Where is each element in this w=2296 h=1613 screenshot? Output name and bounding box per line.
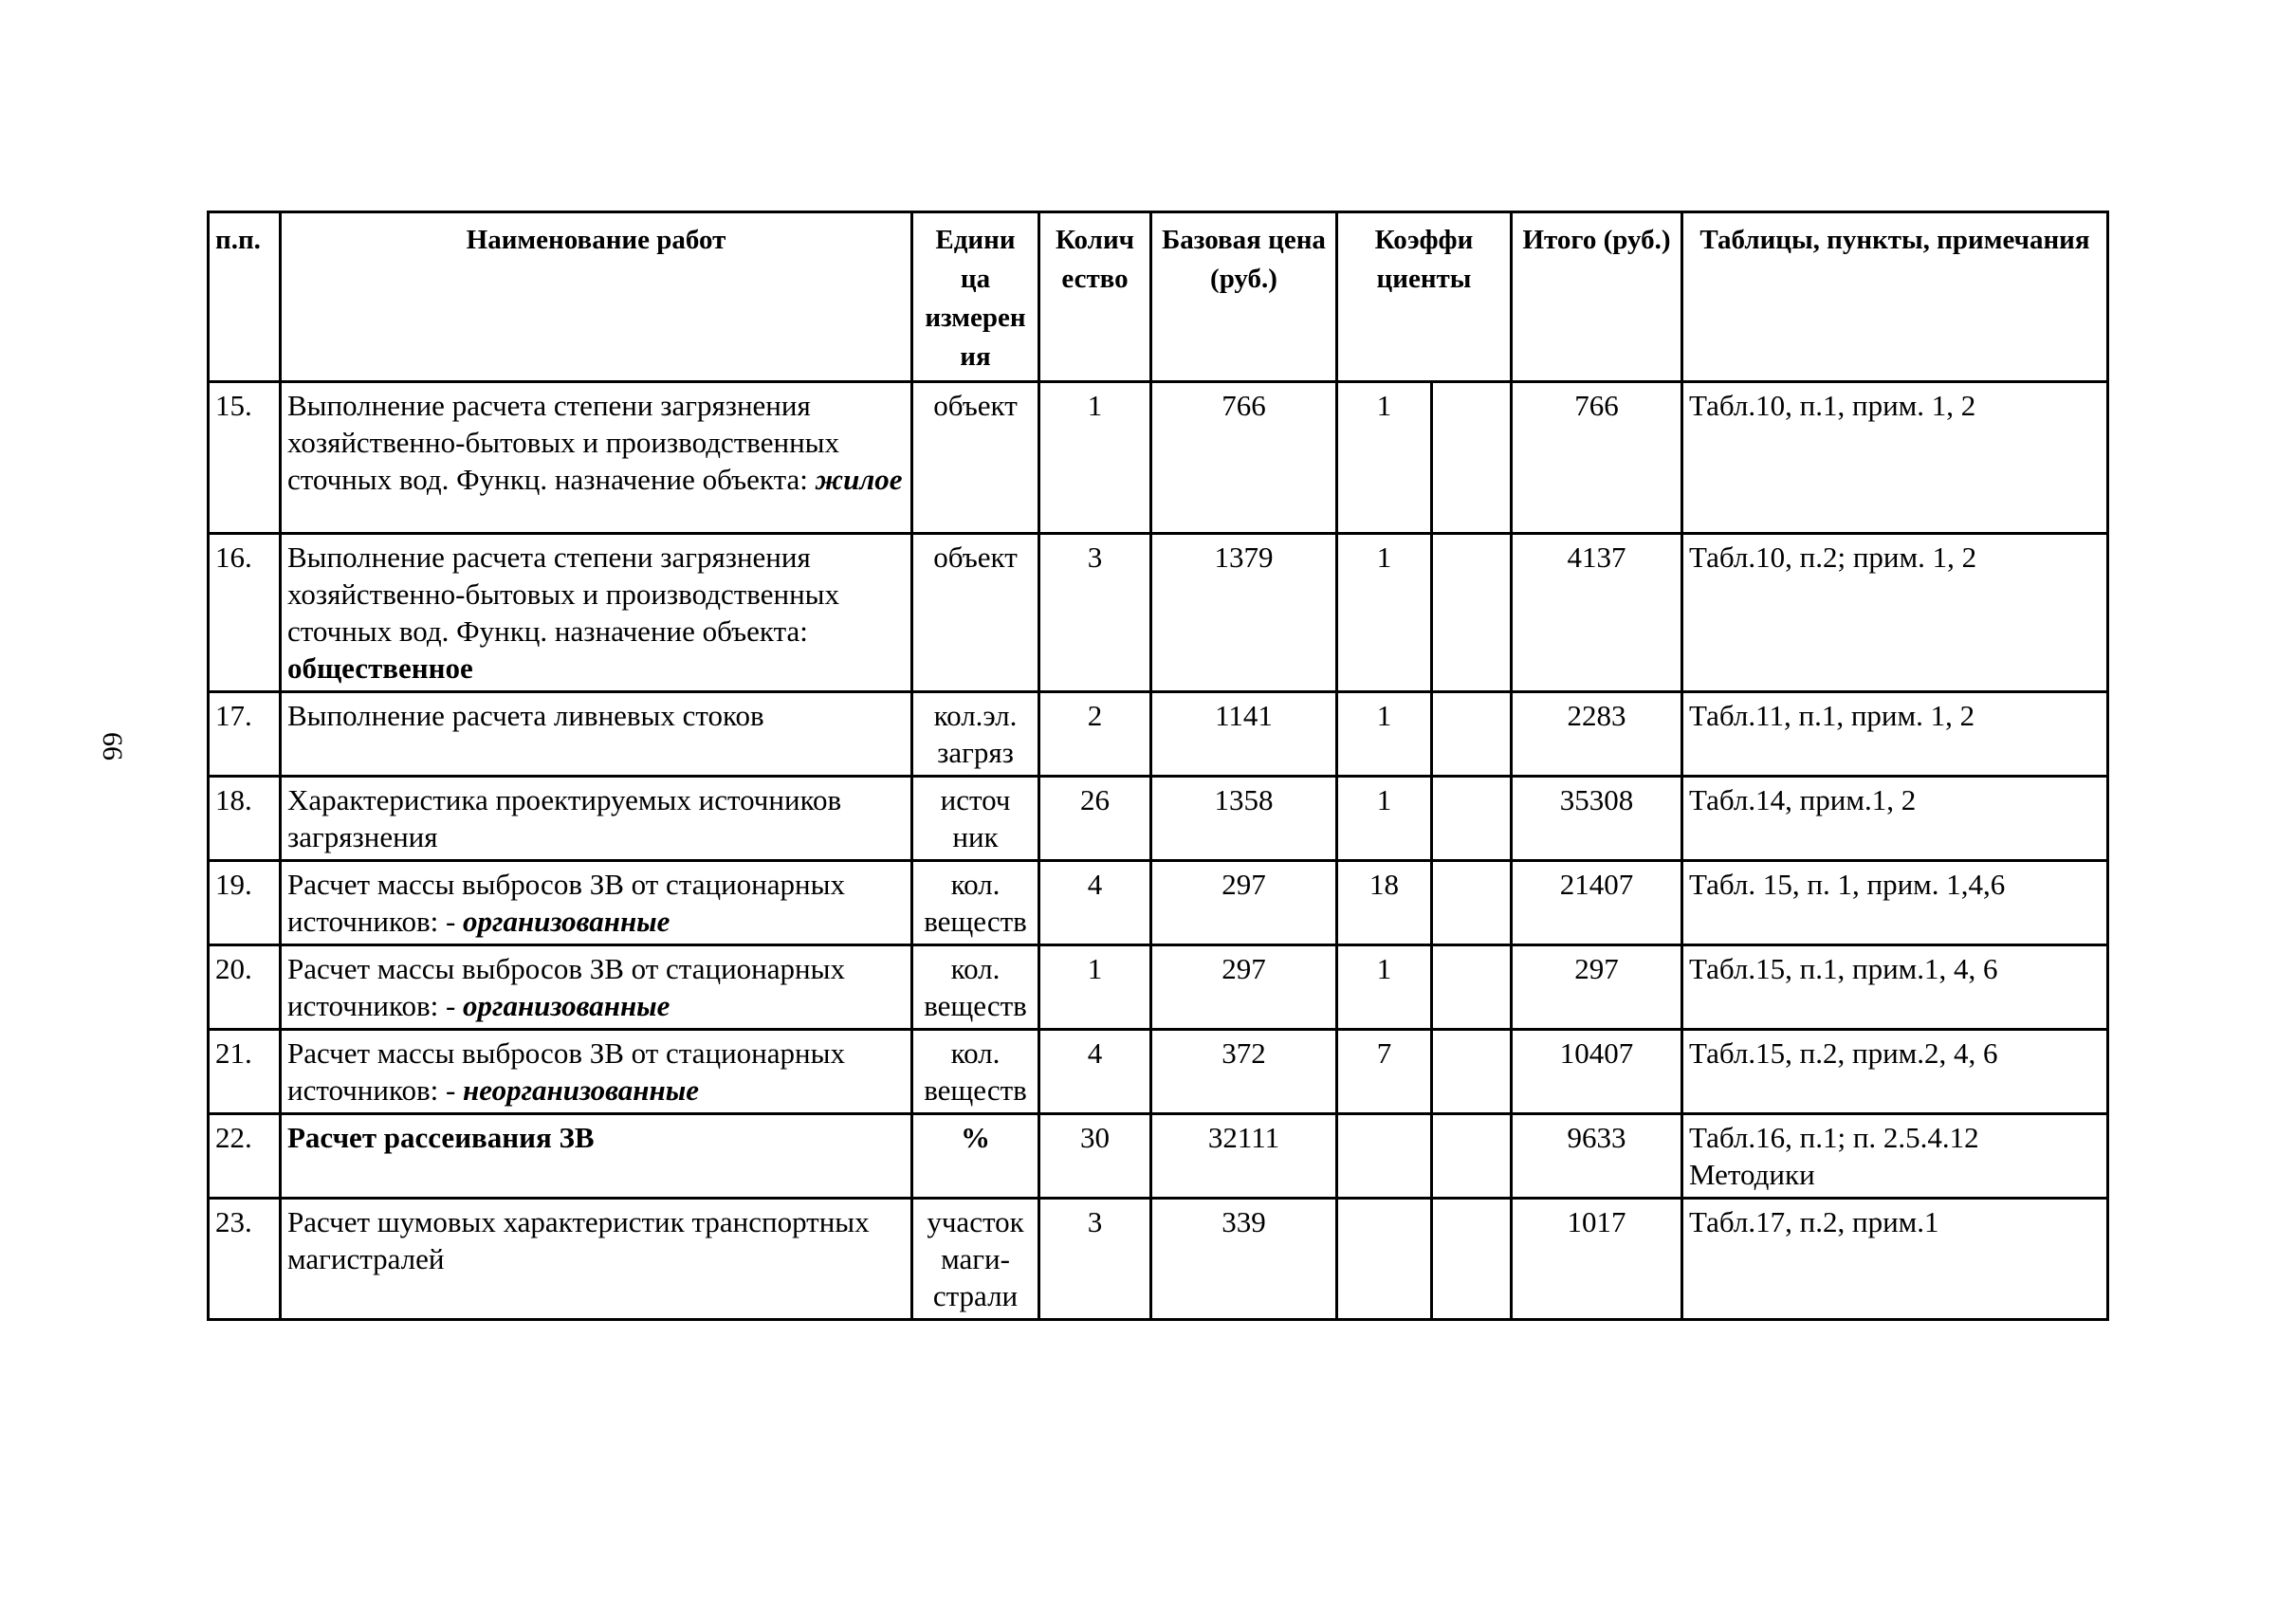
- row-price: 32111: [1151, 1114, 1337, 1199]
- row-price: 297: [1151, 861, 1337, 945]
- row-unit: кол. веществ: [912, 1030, 1039, 1114]
- row-num: 17.: [209, 692, 281, 777]
- table-row: [209, 534, 2108, 692]
- row-note: Табл.17, п.2, прим.1: [1682, 1199, 2108, 1320]
- row-name: [281, 945, 912, 1030]
- row-unit: объект: [912, 534, 1039, 692]
- row-note: Табл.10, п.1, прим. 1, 2: [1682, 382, 2108, 534]
- row-qty: 1: [1039, 382, 1151, 534]
- row-coef-2: [1432, 861, 1512, 945]
- row-qty: 3: [1039, 534, 1151, 692]
- row-name: [281, 861, 912, 945]
- row-num: 20.: [209, 945, 281, 1030]
- row-coef-1: 1: [1337, 382, 1432, 534]
- row-price: 372: [1151, 1030, 1337, 1114]
- row-total: 766: [1512, 382, 1682, 534]
- table-row: [209, 1199, 2108, 1320]
- row-price: 766: [1151, 382, 1337, 534]
- row-coef-2: [1432, 777, 1512, 861]
- row-name: [281, 1030, 912, 1114]
- row-note: Табл.11, п.1, прим. 1, 2: [1682, 692, 2108, 777]
- row-note: Табл.14, прим.1, 2: [1682, 777, 2108, 861]
- row-qty: 4: [1039, 861, 1151, 945]
- row-unit: кол. веществ: [912, 945, 1039, 1030]
- row-price: 339: [1151, 1199, 1337, 1320]
- row-coef-1: 1: [1337, 777, 1432, 861]
- row-name-text: Выполнение расчета ливневых стоков: [287, 699, 764, 732]
- row-unit: %: [912, 1114, 1039, 1199]
- row-unit: объект: [912, 382, 1039, 534]
- row-coef-1: 7: [1337, 1030, 1432, 1114]
- row-coef-1: 18: [1337, 861, 1432, 945]
- table-row: [209, 692, 2108, 777]
- table-row: [209, 1030, 2108, 1114]
- row-name-emphasis: неорганизованные: [463, 1073, 699, 1107]
- row-coef-1: [1337, 1114, 1432, 1199]
- header-coefficients: Коэффи циенты: [1337, 212, 1512, 382]
- row-qty: 4: [1039, 1030, 1151, 1114]
- row-coef-1: 1: [1337, 534, 1432, 692]
- row-total: 1017: [1512, 1199, 1682, 1320]
- table-row: [209, 777, 2108, 861]
- row-name-text: Характеристика проектируемых источников загрязнения: [287, 783, 842, 853]
- row-num: 15.: [209, 382, 281, 534]
- row-num: 21.: [209, 1030, 281, 1114]
- row-total: 10407: [1512, 1030, 1682, 1114]
- row-note: Табл.15, п.2, прим.2, 4, 6: [1682, 1030, 2108, 1114]
- row-name-emphasis: общественное: [287, 651, 473, 685]
- row-note: Табл.16, п.1; п. 2.5.4.12 Методики: [1682, 1114, 2108, 1199]
- row-name: [281, 692, 912, 777]
- header-total: Итого (руб.): [1512, 212, 1682, 382]
- row-price: 1358: [1151, 777, 1337, 861]
- table-row: [209, 382, 2108, 534]
- row-total: 21407: [1512, 861, 1682, 945]
- row-name-emphasis: организованные: [463, 905, 670, 938]
- row-name: [281, 1114, 912, 1199]
- row-total: 9633: [1512, 1114, 1682, 1199]
- row-unit: участок маги- страли: [912, 1199, 1039, 1320]
- row-unit: источ ник: [912, 777, 1039, 861]
- row-name: [281, 1199, 912, 1320]
- row-name: [281, 777, 912, 861]
- header-unit: Едини ца измерен ия: [912, 212, 1039, 382]
- row-note: Табл.15, п.1, прим.1, 4, 6: [1682, 945, 2108, 1030]
- table-row: [209, 861, 2108, 945]
- row-coef-2: [1432, 692, 1512, 777]
- row-qty: 30: [1039, 1114, 1151, 1199]
- row-coef-2: [1432, 1199, 1512, 1320]
- row-num: 18.: [209, 777, 281, 861]
- row-name-text: Расчет массы выбросов ЗВ от стационарных источников: -: [287, 952, 845, 1022]
- row-coef-2: [1432, 1114, 1512, 1199]
- row-name-text: Расчет массы выбросов ЗВ от стационарных источников: -: [287, 868, 845, 938]
- row-name: [281, 534, 912, 692]
- row-total: 297: [1512, 945, 1682, 1030]
- row-qty: 26: [1039, 777, 1151, 861]
- row-total: 35308: [1512, 777, 1682, 861]
- row-coef-2: [1432, 382, 1512, 534]
- row-name-text: Расчет рассеивания ЗВ: [287, 1121, 595, 1154]
- row-price: 1379: [1151, 534, 1337, 692]
- row-name-text: Расчет шумовых характеристик транспортных магистралей: [287, 1205, 870, 1275]
- row-unit: кол. веществ: [912, 861, 1039, 945]
- row-coef-1: 1: [1337, 945, 1432, 1030]
- row-num: 19.: [209, 861, 281, 945]
- table-row: [209, 945, 2108, 1030]
- price-table: [207, 211, 2109, 1321]
- row-name-text: Выполнение расчета степени загрязнения хозяйственно-бытовых и производственных сточных вод. Функц. назначение объекта:: [287, 541, 839, 648]
- row-total: 4137: [1512, 534, 1682, 692]
- row-coef-2: [1432, 534, 1512, 692]
- header-num: п.п.: [209, 212, 281, 382]
- row-name: [281, 382, 912, 534]
- row-qty: 2: [1039, 692, 1151, 777]
- row-name-text: Расчет массы выбросов ЗВ от стационарных источников: -: [287, 1036, 845, 1107]
- row-price: 1141: [1151, 692, 1337, 777]
- header-name: Наименование работ: [281, 212, 912, 382]
- page-number: 66: [97, 732, 128, 761]
- row-name-text: Выполнение расчета степени загрязнения хозяйственно-бытовых и производственных сточных вод. Функц. назначение объекта:: [287, 389, 839, 496]
- row-coef-1: 1: [1337, 692, 1432, 777]
- row-coef-1: [1337, 1199, 1432, 1320]
- row-price: 297: [1151, 945, 1337, 1030]
- row-coef-2: [1432, 1030, 1512, 1114]
- row-coef-2: [1432, 945, 1512, 1030]
- header-notes: Таблицы, пункты, примечания: [1682, 212, 2108, 382]
- row-num: 22.: [209, 1114, 281, 1199]
- row-num: 23.: [209, 1199, 281, 1320]
- row-note: Табл. 15, п. 1, прим. 1,4,6: [1682, 861, 2108, 945]
- table-row: [209, 1114, 2108, 1199]
- row-qty: 3: [1039, 1199, 1151, 1320]
- header-base-price: Базовая цена (руб.): [1151, 212, 1337, 382]
- table-header-row: [209, 212, 2108, 382]
- row-name-emphasis: жилое: [815, 463, 903, 496]
- row-qty: 1: [1039, 945, 1151, 1030]
- row-total: 2283: [1512, 692, 1682, 777]
- row-note: Табл.10, п.2; прим. 1, 2: [1682, 534, 2108, 692]
- header-qty: Колич ество: [1039, 212, 1151, 382]
- row-num: 16.: [209, 534, 281, 692]
- row-unit: кол.эл. загряз: [912, 692, 1039, 777]
- row-name-emphasis: организованные: [463, 989, 670, 1022]
